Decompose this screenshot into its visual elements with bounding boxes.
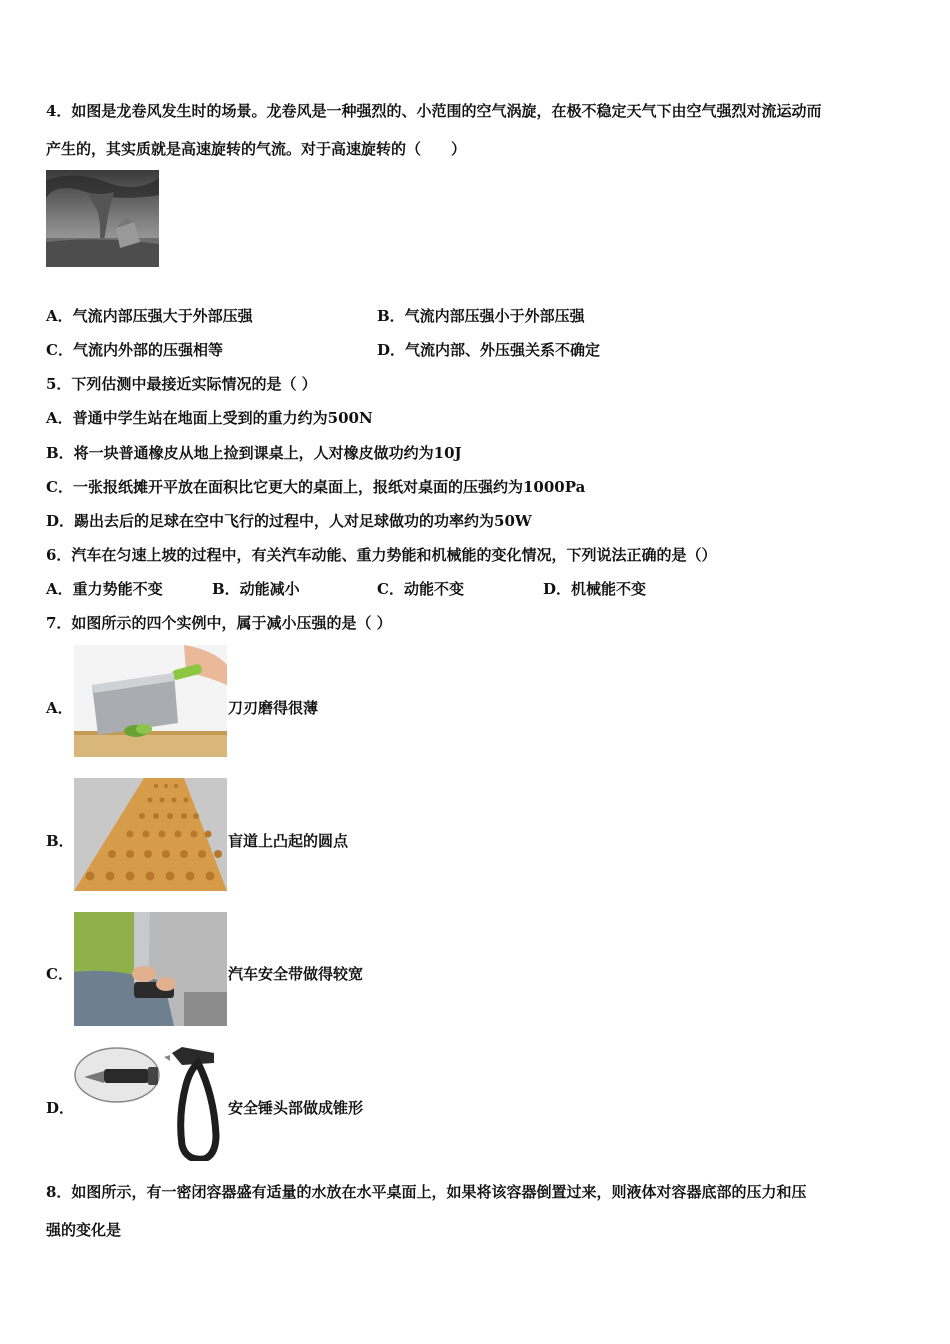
q6-option-c: C．动能不变 bbox=[377, 580, 464, 598]
q5-stem: 5．下列估测中最接近实际情况的是（ ） bbox=[46, 375, 317, 393]
q5-option-b: B．将一块普通橡皮从地上捡到课桌上，人对橡皮做功约为10J bbox=[46, 444, 462, 462]
q7-option-c-text: 汽车安全带做得较宽 bbox=[228, 965, 364, 983]
tactile-paving-image bbox=[74, 778, 227, 891]
q7-option-d-text: 安全锤头部做成锥形 bbox=[228, 1099, 364, 1117]
q4-stem-line1: 4．如图是龙卷风发生时的场景。龙卷风是一种强烈的、小范围的空气涡旋，在极不稳定天气下由空气强烈对流运动而 bbox=[46, 102, 822, 120]
q4-option-c: C．气流内外部的压强相等 bbox=[46, 341, 223, 359]
seatbelt-image bbox=[74, 912, 227, 1026]
q5-option-a: A．普通中学生站在地面上受到的重力约为500N bbox=[46, 409, 373, 427]
q4-option-a: A．气流内部压强大于外部压强 bbox=[46, 307, 253, 325]
q7-option-c-letter: C． bbox=[46, 965, 73, 983]
q5-option-d: D．踢出去后的足球在空中飞行的过程中，人对足球做功的功率约为50W bbox=[46, 512, 532, 530]
q6-option-d: D．机械能不变 bbox=[543, 580, 647, 598]
q7-option-a-text: 刀刃磨得很薄 bbox=[228, 699, 319, 717]
q6-option-b: B．动能减小 bbox=[212, 580, 300, 598]
q7-option-a-letter: A． bbox=[46, 699, 73, 717]
q4-option-b: B．气流内部压强小于外部压强 bbox=[377, 307, 585, 325]
safety-hammer-image bbox=[74, 1045, 229, 1161]
q7-option-d-letter: D． bbox=[46, 1099, 75, 1117]
knife-image bbox=[74, 645, 227, 757]
q7-option-b-letter: B． bbox=[46, 832, 74, 850]
q4-option-d: D．气流内部、外压强关系不确定 bbox=[377, 341, 601, 359]
q6-stem: 6．汽车在匀速上坡的过程中，有关汽车动能、重力势能和机械能的变化情况，下列说法正确的是（） bbox=[46, 546, 717, 564]
q4-stem-line2: 产生的，其实质就是高速旋转的气流。对于高速旋转的（ ） bbox=[46, 140, 467, 158]
q6-option-a: A．重力势能不变 bbox=[46, 580, 163, 598]
q8-stem-line1: 8．如图所示，有一密闭容器盛有适量的水放在水平桌面上，如果将该容器倒置过来，则液体对容器底部的压力和压 bbox=[46, 1183, 807, 1201]
q7-stem: 7．如图所示的四个实例中，属于减小压强的是（ ） bbox=[46, 614, 392, 632]
q7-option-b-text: 盲道上凸起的圆点 bbox=[228, 832, 349, 850]
q8-stem-line2: 强的变化是 bbox=[46, 1221, 122, 1239]
q5-option-c: C．一张报纸摊开平放在面积比它更大的桌面上，报纸对桌面的压强约为1000Pa bbox=[46, 478, 586, 496]
tornado-image bbox=[46, 170, 159, 267]
